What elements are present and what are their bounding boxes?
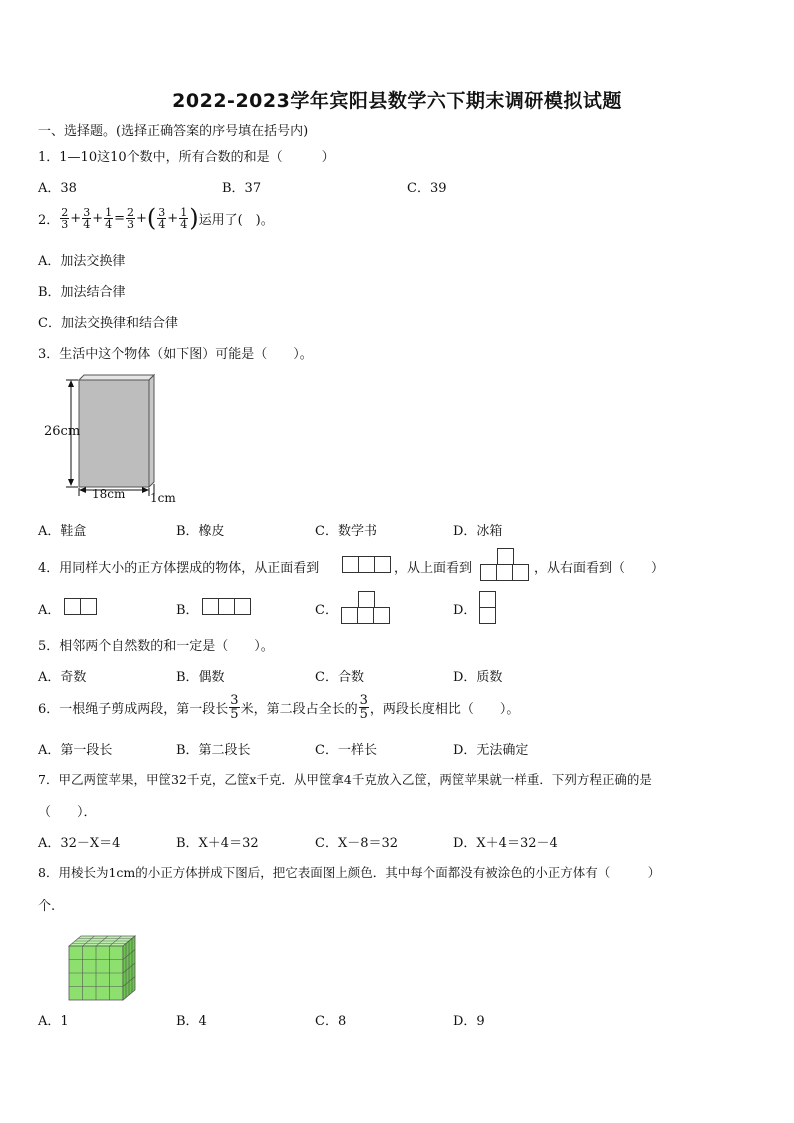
q1-option-c[interactable]: C．39 <box>407 181 447 196</box>
q2-number: 2． <box>38 212 60 228</box>
q3-option-d[interactable]: D．冰箱 <box>453 524 503 539</box>
fraction: $\frac{2}{3}$ <box>61 205 69 231</box>
question-4-stem-a: 4．用同样大小的正方体摆成的物体，从正面看到 <box>38 561 320 576</box>
question-4-stem-b: ，从上面看到 <box>394 561 473 576</box>
q2-tail: 运用了( )。 <box>198 212 274 228</box>
q6-option-a[interactable]: A．第一段长 <box>38 743 113 758</box>
q8-option-a[interactable]: A．1 <box>38 1014 69 1029</box>
question-8-stem-line2: 个. <box>38 899 56 914</box>
q8-option-b[interactable]: B．4 <box>176 1014 207 1029</box>
q3-option-b[interactable]: B．橡皮 <box>176 524 225 539</box>
q6-stem-b: 米，第二段占全长的 <box>240 702 358 717</box>
question-4-stem-c: ，从右面看到（ ） <box>534 561 665 576</box>
left-paren-icon: ( <box>146 204 157 232</box>
q3-option-a[interactable]: A．鞋盒 <box>38 524 87 539</box>
width-label: 18cm <box>92 487 126 501</box>
fraction: $\frac{1}{4}$ <box>105 205 113 231</box>
q6-option-c[interactable]: C．一样长 <box>315 743 377 758</box>
q7-option-d[interactable]: D．X＋4＝32－4 <box>453 836 558 851</box>
q2-option-b[interactable]: B．加法结合律 <box>38 285 126 300</box>
right-paren-icon: ) <box>189 204 199 232</box>
q6-option-b[interactable]: B．第二段长 <box>176 743 251 758</box>
q4-option-d[interactable]: D． <box>453 603 477 618</box>
q6-option-d[interactable]: D．无法确定 <box>453 743 529 758</box>
section-heading: 一、选择题。(选择正确答案的序号填在括号内) <box>38 124 309 139</box>
q4-option-c[interactable]: C． <box>315 603 338 618</box>
cube-diagram <box>66 934 140 1002</box>
question-1-stem: 1．1—10这10个数中，所有合数的和是（ ） <box>38 150 335 165</box>
q3-option-c[interactable]: C．数学书 <box>315 524 377 539</box>
q4-option-a[interactable]: A． <box>38 603 61 618</box>
plus-sign: + <box>167 210 179 226</box>
q2-option-c[interactable]: C．加法交换律和结合律 <box>38 316 178 331</box>
q5-option-b[interactable]: B．偶数 <box>176 670 225 685</box>
q8-option-d[interactable]: D．9 <box>453 1014 485 1029</box>
q4-option-b[interactable]: B． <box>176 603 199 618</box>
fraction: $\frac{3}{4}$ <box>83 205 91 231</box>
question-6-stem <box>38 694 519 721</box>
question-5-stem: 5．相邻两个自然数的和一定是（ ）。 <box>38 639 274 654</box>
height-label: 26cm <box>44 424 81 439</box>
question-8-stem-line1: 8．用棱长为1cm的小正方体拼成下图后，把它表面图上颜色．其中每个面都没有被涂色的小正方体有（ ） <box>38 865 661 880</box>
fraction: $\frac{2}{3}$ <box>127 205 134 231</box>
depth-label: 1cm <box>150 491 176 505</box>
fraction: $\frac{3}{4}$ <box>158 205 166 231</box>
q6-stem-a: 6．一根绳子剪成两段，第一段长 <box>38 702 229 717</box>
q5-option-c[interactable]: C．合数 <box>315 670 364 685</box>
fraction: $\frac{1}{4}$ <box>180 205 188 231</box>
q6-stem-c: ，两段长度相比（ ）。 <box>369 702 520 717</box>
question-7-stem-line2: （ ）． <box>38 805 97 820</box>
q2-option-a[interactable]: A．加法交换律 <box>38 254 126 269</box>
question-7-stem-line1: 7．甲乙两筐苹果，甲筐32千克，乙筐x千克．从甲筐拿4千克放入乙筐，两筐苹果就一样重．下列方程正确的是 <box>38 772 652 787</box>
question-2-stem <box>38 204 274 232</box>
q5-option-a[interactable]: A．奇数 <box>38 670 87 685</box>
q7-option-b[interactable]: B．X＋4＝32 <box>176 836 259 851</box>
q1-option-a[interactable]: A．38 <box>38 181 77 196</box>
equals-sign: = <box>114 210 125 226</box>
q8-option-c[interactable]: C．8 <box>315 1014 347 1029</box>
fraction: $\frac{3}{5}$ <box>359 693 368 722</box>
q1-option-b[interactable]: B．37 <box>222 181 262 196</box>
plus-sign: + <box>92 210 104 226</box>
fraction: $\frac{3}{5}$ <box>230 693 239 722</box>
q7-option-c[interactable]: C．X－8＝32 <box>315 836 399 851</box>
plus-sign: + <box>136 210 147 226</box>
question-3-stem: 3．生活中这个物体（如下图）可能是（ ）。 <box>38 347 313 362</box>
q7-option-a[interactable]: A．32－X＝4 <box>38 836 121 851</box>
q5-option-d[interactable]: D．质数 <box>453 670 503 685</box>
plus-sign: + <box>70 210 82 226</box>
page-title: 2022-2023学年宾阳县数学六下期末调研模拟试题 <box>172 90 622 112</box>
